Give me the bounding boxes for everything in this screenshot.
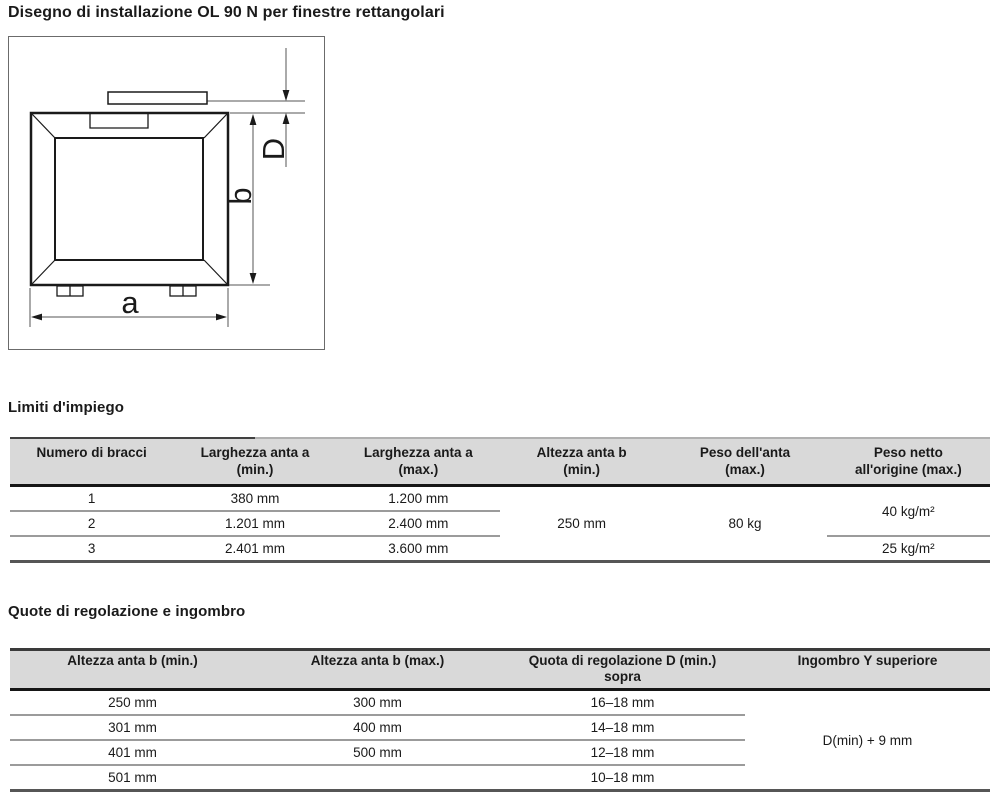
cell-altezza-max-r4 [255,765,500,791]
dimension-b-label: b [223,187,258,205]
page-title: Disegno di installazione OL 90 N per finestre rettangolari [8,4,445,21]
column-header-altezza-b-min: Altezza anta b (min.) [10,651,255,690]
column-header-altezza-b-max: Altezza anta b (max.) [255,651,500,690]
installation-drawing [8,36,325,350]
cell-larghezza-min-3: 2.401 mm [224,541,285,556]
cell-larghezza-min-1: 380 mm [173,486,336,512]
cell-quota-r1: 16–18 mm [500,690,745,716]
cell-larghezza-max-1: 1.200 mm [337,486,500,512]
column-header-larghezza-max: Larghezza anta a (max.) [337,439,500,486]
column-header-quota-d: Quota di regolazione D (min.) sopra [500,651,745,690]
column-header-peso-netto: Peso netto all'origine (max.) [827,439,990,486]
cell-peso-anta-merged: 80 kg [728,516,762,531]
cell-bracci-2: 2 [10,511,173,536]
column-header-ingombro-y: Ingombro Y superiore [745,651,990,690]
header-row [10,651,990,690]
adjustment-table [10,651,990,792]
dimension-d-label: D [256,137,291,161]
adjustment-table-wrap [10,648,990,792]
cell-quota-r3: 12–18 mm [500,740,745,765]
column-header-larghezza-min: Larghezza anta a (min.) [173,439,336,486]
limits-section-heading: Limiti d'impiego [8,399,124,416]
limits-table [10,439,990,563]
drive-unit-bar [108,92,207,104]
cell-altezza-max-r1: 300 mm [255,690,500,716]
column-header-peso-anta: Peso dell'anta (max.) [663,439,826,486]
cell-altezza-min-r2: 301 mm [10,715,255,740]
table-row [10,690,990,716]
column-header-numero-bracci: Numero di bracci [10,439,173,486]
cell-altezza-min-r4: 501 mm [108,770,157,785]
cell-larghezza-max-2: 2.400 mm [337,511,500,536]
cell-peso-netto-merged: 40 kg/m² [827,486,990,537]
cell-larghezza-min-2: 1.201 mm [173,511,336,536]
cell-bracci-1: 1 [10,486,173,512]
dimension-a-label: a [121,285,139,320]
cell-altezza-min-merged: 250 mm [557,516,607,531]
cell-ingombro-merged: D(min) + 9 mm [822,732,913,748]
cell-altezza-min-r3: 401 mm [10,740,255,765]
limits-table-wrap [10,437,990,563]
table-row [10,486,990,512]
cell-altezza-max-r2: 400 mm [255,715,500,740]
adjustment-section-heading: Quote di regolazione e ingombro [8,603,246,620]
header-row [10,439,990,486]
cell-larghezza-max-3: 3.600 mm [388,541,449,556]
cell-altezza-max-r3: 500 mm [255,740,500,765]
cell-bracci-3: 3 [87,541,96,556]
cell-quota-r4: 10–18 mm [590,770,655,785]
cell-altezza-min-r1: 250 mm [10,690,255,716]
cell-peso-netto-3: 25 kg/m² [882,541,935,556]
column-header-altezza-min: Altezza anta b (min.) [500,439,663,486]
cell-quota-r2: 14–18 mm [500,715,745,740]
